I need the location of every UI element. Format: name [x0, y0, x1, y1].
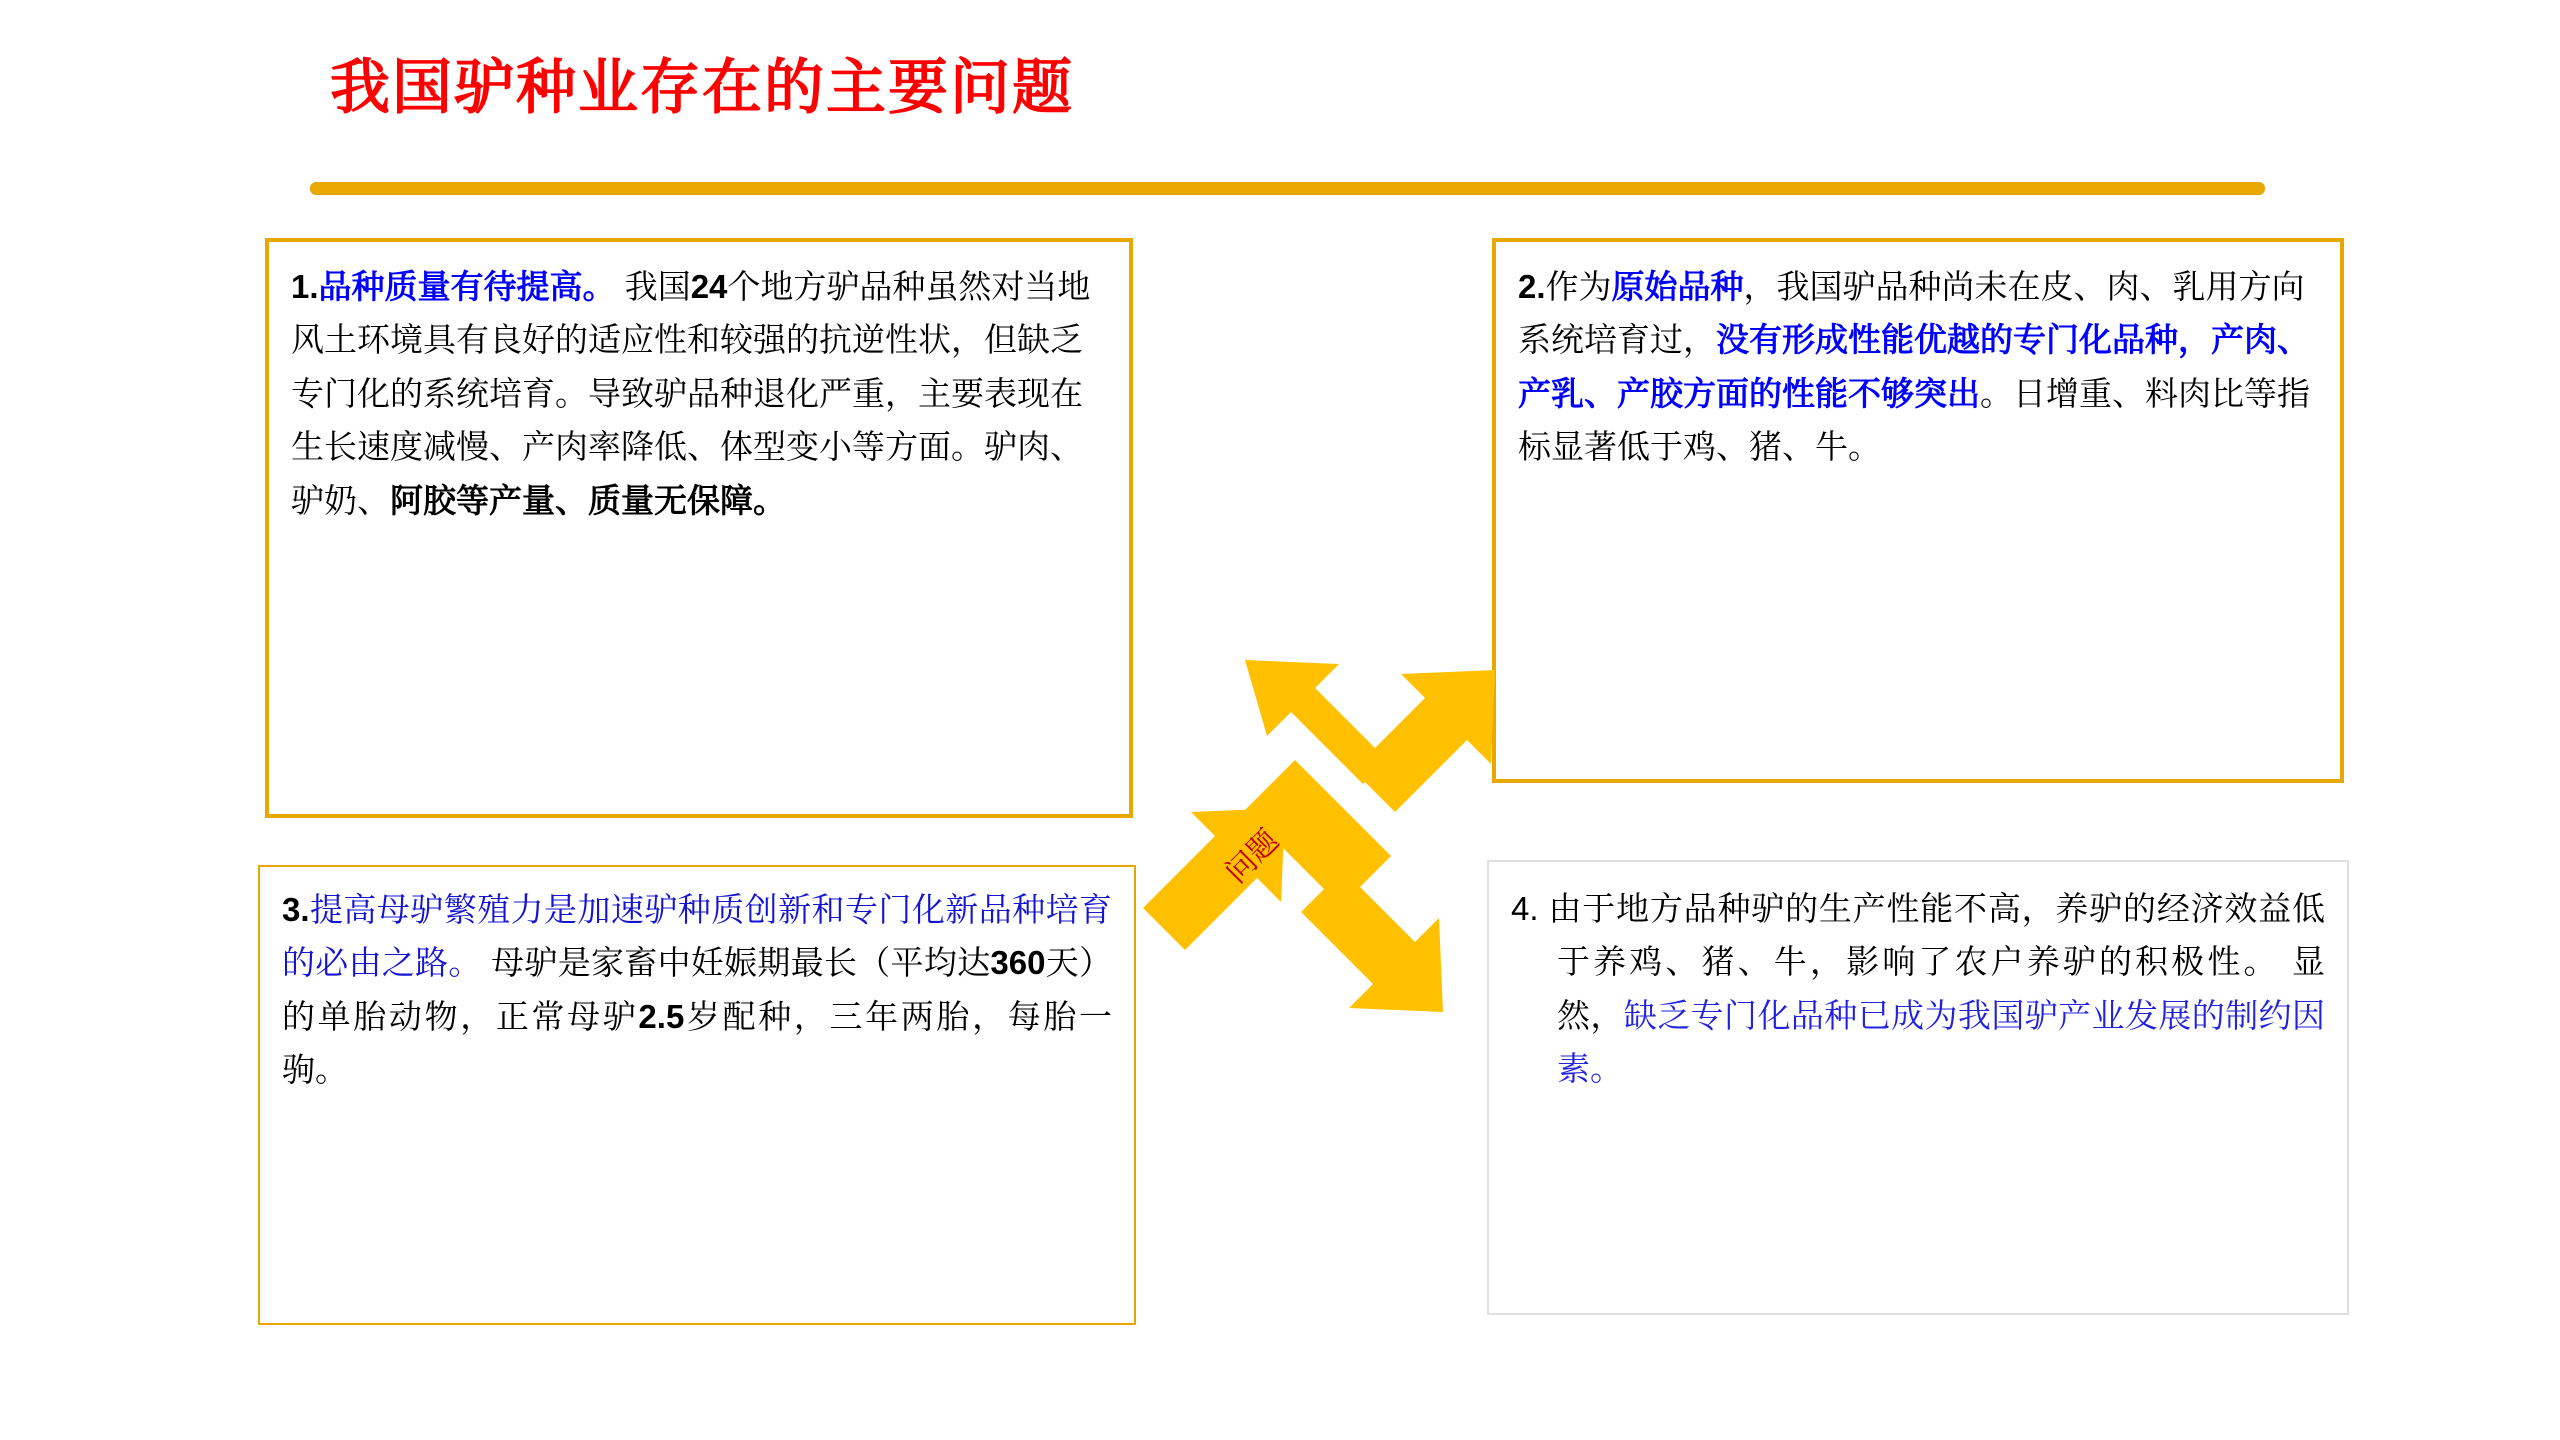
box4-t2: 缺乏专门化品种已成为我国驴产业发展的制约因素。 [1557, 996, 2326, 1088]
box4-paragraph [1511, 882, 2325, 1096]
box2-t1: 作为 [1545, 268, 1612, 305]
content-box-2 [1492, 238, 2344, 783]
box3-t6: 岁配种，三年两胎，每胎一驹。 [282, 997, 1113, 1089]
box3-number-25: 2.5 [638, 997, 685, 1035]
box2-t2: 原始品种 [1611, 268, 1744, 305]
box4-t1: 由于地方品种驴的生产性能不高，养驴的经济效益低于养鸡、猪、牛，影响了农户养驴的积极性。 显然， [1538, 890, 2325, 1034]
box3-number: 3. [282, 891, 310, 928]
box1-tail-bold: 阿胶等产量、质量无保障。 [390, 481, 786, 519]
box1-body-1: 我国 [615, 268, 691, 305]
content-box-4 [1487, 860, 2349, 1315]
box4-number: 4. [1511, 890, 1539, 927]
four-way-arrow-graphic [1125, 640, 1505, 1040]
box2-t4: 没有形成性能优越的专门化品种，产肉、产乳、产胶方面的性能不够突出 [1518, 321, 2310, 412]
box3-t2: 母驴是家畜中妊娠期最长（平均达 [481, 944, 991, 982]
box3-t4: 天）的单胎动物，正常母驴 [282, 944, 1113, 1035]
box3-paragraph [282, 883, 1112, 1097]
content-box-1 [265, 238, 1133, 818]
content-box-3 [258, 865, 1136, 1325]
box1-number-24: 24 [690, 268, 728, 305]
arrow-icon [1125, 640, 1505, 1040]
title-underline-divider [310, 182, 2265, 195]
box3-t1: 提高母驴繁殖力是加速驴种质创新和专门化新品种培育的必由之路。 [282, 891, 1112, 982]
box2-t5: 。日增重、料肉比等指标显著低于鸡、猪、牛。 [1518, 374, 2310, 466]
box2-t3: ，我国驴品种尚未在皮、肉、乳用方向系统培育过， [1518, 268, 2305, 359]
box1-paragraph [291, 260, 1107, 527]
box1-number: 1. [291, 268, 319, 305]
page-title: 我国驴种业存在的主要问题 [330, 54, 1074, 121]
arrow-center-label: 问题 [1219, 823, 1286, 890]
box1-lead: 品种质量有待提高。 [318, 268, 616, 305]
box1-body-2: 个地方驴品种虽然对当地风土环境具有良好的适应性和较强的抗逆性状，但缺乏专门化的系统培育。导致驴品种退化严重，主要表现在生长速度减慢、产肉率降低、体型变小等方面。驴肉、驴奶、 [291, 268, 1091, 519]
box2-paragraph [1518, 260, 2318, 474]
box2-number: 2. [1518, 268, 1546, 305]
box3-number-360: 360 [990, 944, 1046, 982]
